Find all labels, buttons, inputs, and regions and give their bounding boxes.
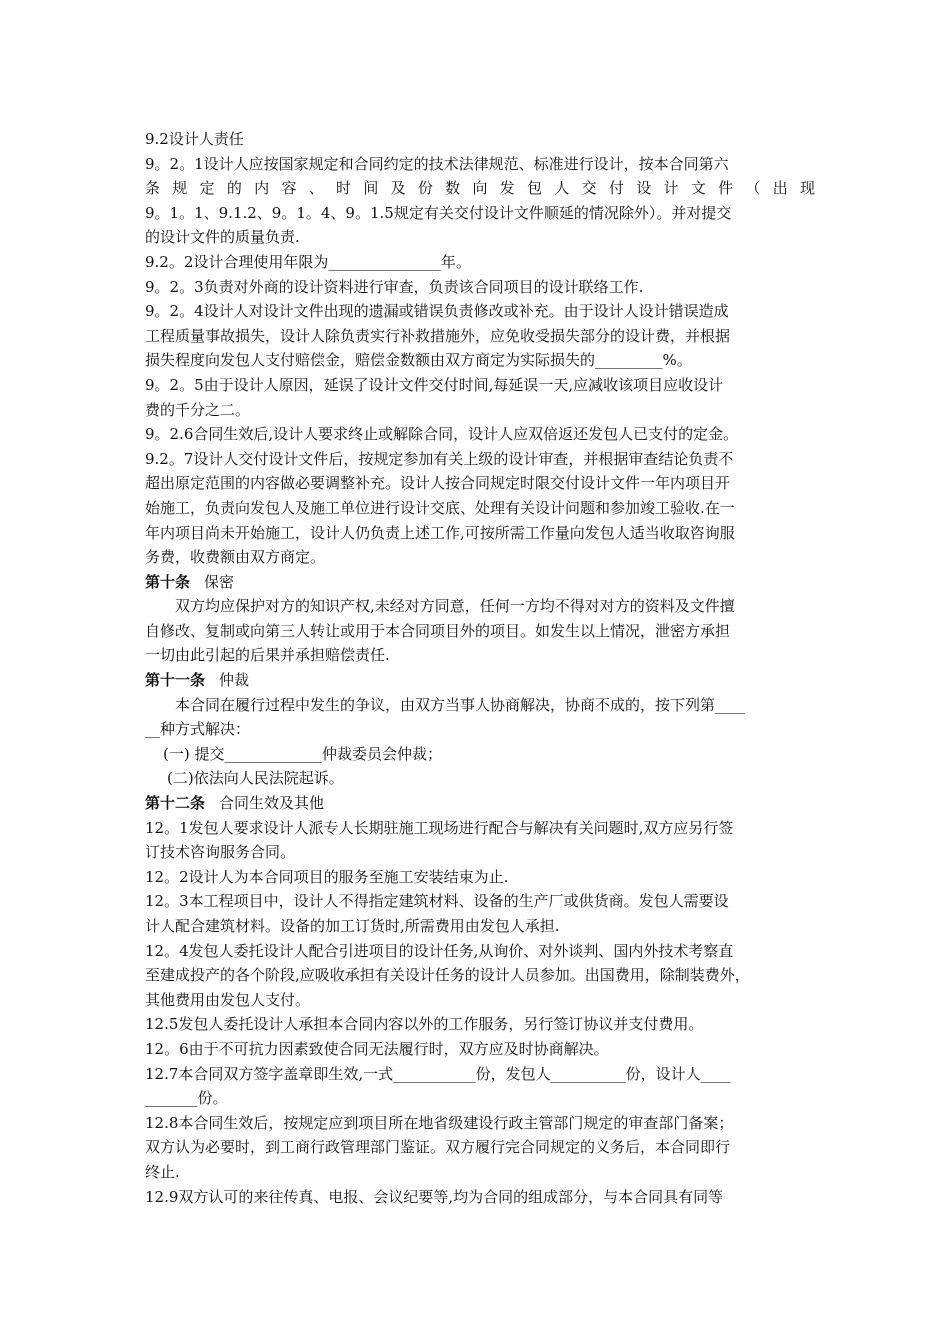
clause-12-7-line1: 12.7本合同双方签字盖章即生效,一式___________份，发包人__________份，设计人____ [145,1064,731,1083]
clause-9-2-7-line5: 务费，收费额由双方商定。 [145,548,326,567]
section-11-line2: __种方式解决： [145,720,251,739]
clause-9-2-7-line3: 始施工，负责向发包人及施工单位进行设计交底、处理有关设计问题和参加竣工验收.在一 [145,498,735,517]
clause-12-8-line1: 12.8本合同生效后，按规定应到项目所在地省级建设行政主管部门规定的审查部门备案； [145,1113,734,1132]
contract-text [145,127,815,1209]
clause-9-2-5-line1: 9。2。5由于设计人原因，延误了设计文件交付时间,每延误一天,应减收该项目应收设计 [145,375,724,394]
section-11-line1: 本合同在履行过程中发生的争议，由双方当事人协商解决，协商不成的，按下列第____ [175,695,746,714]
clause-9-2-4-line2: 工程质量事故损失，设计人除负责实行补救措施外，应免收受损失部分的设计费，并根据 [145,326,731,345]
arbitration-option-1: (一) 提交_____________仲裁委员会仲裁； [163,744,442,763]
clause-9-2-4-line1: 9。2。4设计人对设计文件出现的遗漏或错误负责修改或补充。由于设计人设计错误造成 [145,302,729,321]
clause-9-2-1-line1: 9。2。1设计人应按国家规定和合同约定的技术法律规范、标准进行设计，按本合同第六 [145,154,729,173]
arbitration-option-2: (二)依法向人民法院起诉。 [167,769,344,788]
clause-9-2-2: 9.2。2设计合理使用年限为_______________年。 [145,252,471,271]
section-9-2-heading: 9.2设计人责任 [145,130,244,148]
clause-9-2-1-line2: 条规定的内容、时间及份数向发包人交付设计文件（出现 [145,179,815,198]
clause-12-3-line2: 计人配合建筑材料。设备的加工订货时,所需费用由发包人承担. [145,917,560,935]
clause-9-2-7-line1: 9.2。7设计人交付设计文件后，按规定参加有关上级的设计审查，并根据审查结论负责不 [145,449,734,468]
clause-12-1-line1: 12。1发包人要求设计人派专人长期驻施工现场进行配合与解决有关问题时,双方应另行签 [145,818,734,837]
clause-9-2-7-line2: 超出原定范围的内容做必要调整补充。设计人按合同规定时限交付设计文件一年内项目开 [145,474,731,493]
section-10-number: 第十条 [145,572,191,591]
section-10-line1: 双方均应保护对方的知识产权,未经对方同意，任何一方均不得对对方的资料及文件擅 [175,597,735,616]
clause-12-9-line1: 12.9双方认可的来往传真、电报、会议纪要等,均为合同的组成部分，与本合同具有同等 [145,1187,724,1206]
clause-9-2-7-line4: 年内项目尚未开始施工，设计人仍负责上述工作,可按所需工作量向发包人适当收取咨询服 [145,523,735,542]
clause-12-8-line2: 双方认为必要时，到工商行政管理部门鉴证。双方履行完合同规定的义务后，本合同即行 [145,1138,731,1157]
section-11-heading [145,668,815,693]
clause-12-2: 12。2设计人为本合同项目的服务至施工安装结束为止. [145,867,509,886]
section-10-line3: 一切由此引起的后果并承担赔偿责任. [145,646,390,665]
clause-12-7-line2: _______份。 [145,1089,228,1108]
clause-12-4-line1: 12。4发包人委托设计人配合引进项目的设计任务,从询价、对外谈判、国内外技术考察直 [145,941,734,960]
section-10-title: 保密 [204,572,235,591]
clause-9-2-3: 9。2。3负责对外商的设计资料进行审查，负责该合同项目的设计联络工作. [145,277,644,296]
section-11-title: 仲裁 [219,671,250,690]
clause-9-2-1-line3: 9。1。1、9.1.2、9。1。4、9。1.5规定有关交付设计文件顺延的情况除外）。并对提交 [145,203,732,222]
section-10-line2: 自修改、复制或向第三人转让或用于本合同项目外的项目。如发生以上情况，泄密方承担 [145,621,731,640]
section-11-number: 第十一条 [145,671,206,690]
clause-12-4-line3: 其他费用由发包人支付。 [145,990,311,1009]
section-12-number: 第十二条 [145,794,206,813]
clause-12-1-line2: 订技术咨询服务合同。 [145,843,296,862]
clause-12-8-line3: 终止. [145,1162,180,1181]
clause-12-4-line2: 至建成投产的各个阶段,应吸收承担有关设计任务的设计人员参加。出国费用，除制装费外， [145,966,750,985]
clause-12-6: 12。6由于不可抗力因素致使合同无法履行时，双方应及时协商解决。 [145,1039,609,1058]
section-12-title: 合同生效及其他 [219,794,325,813]
section-12-heading [145,791,815,816]
clause-9-2-4-line3: 损失程度向发包人支付赔偿金，赔偿金数额由双方商定为实际损失的_________%。 [145,351,692,370]
section-10-heading [145,570,815,595]
clause-9-2-1-line4: 的设计文件的质量负责. [145,228,300,247]
clause-12-3-line1: 12。3本工程项目中，设计人不得指定建筑材料、设备的生产厂或供货商。发包人需要设 [145,892,729,911]
clause-9-2-6: 9。2.6合同生效后,设计人要求终止或解除合同，设计人应双倍返还发包人已支付的定金。 [145,425,739,444]
clause-12-5: 12.5发包人委托设计人承担本合同内容以外的工作服务，另行签订协议并支付费用。 [145,1015,704,1034]
clause-9-2-5-line2: 费的千分之二。 [145,400,251,419]
